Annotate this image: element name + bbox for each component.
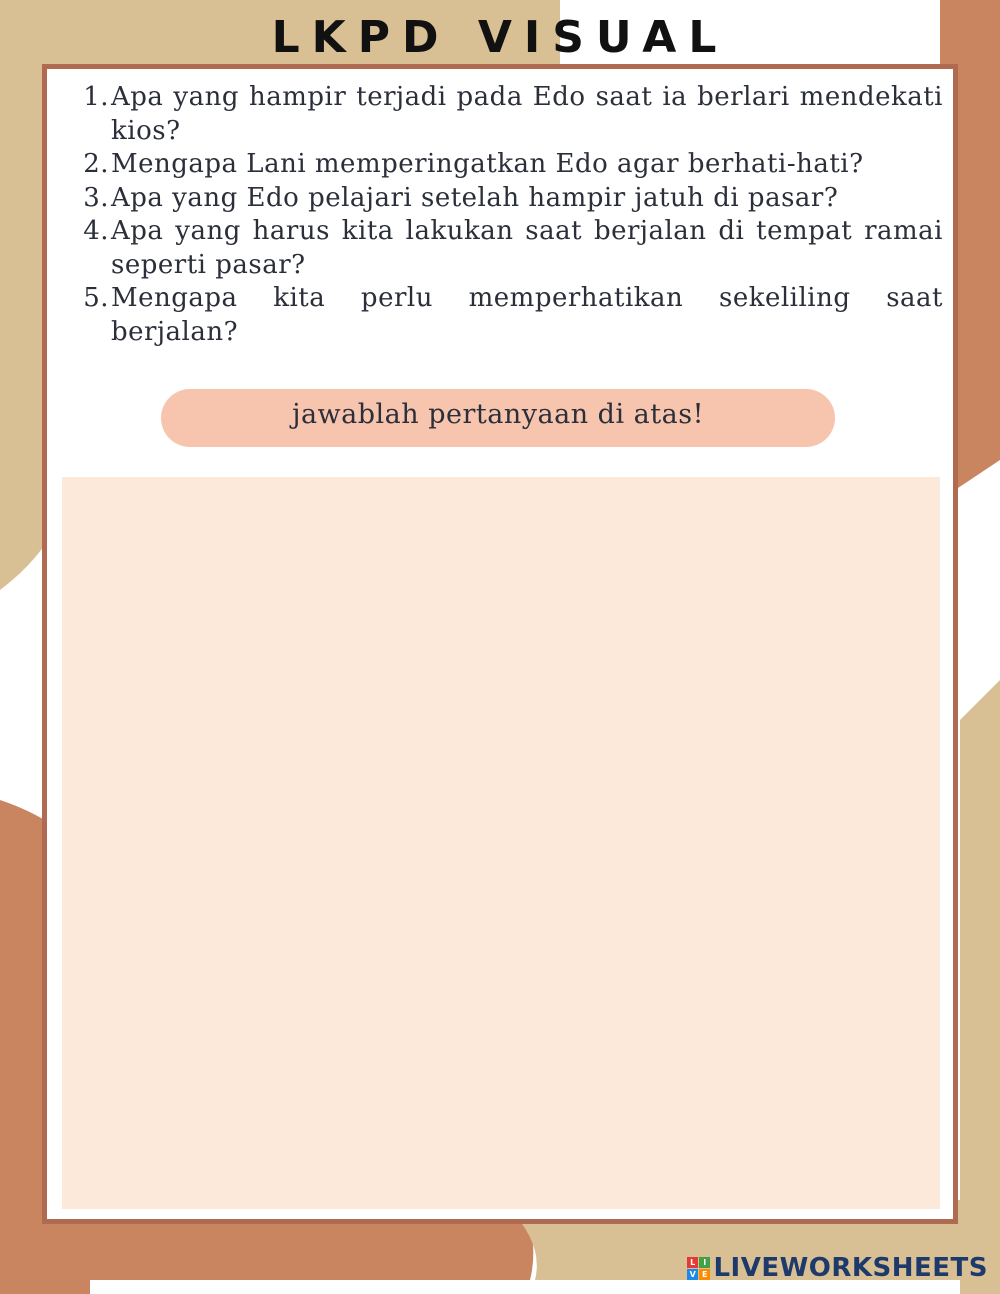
answer-area[interactable] [62, 477, 940, 1209]
question-text: Apa yang Edo pelajari setelah hampir jatuh di pasar? [111, 182, 839, 213]
question-number: 4. [83, 216, 109, 246]
question-text: Apa yang harus kita lakukan saat berjalan di tempat ramai seperti pasar? [111, 216, 943, 280]
question-number: 1. [83, 82, 109, 112]
logo-tile: V [687, 1269, 698, 1280]
question-item [75, 215, 943, 282]
logo-tile: I [699, 1257, 710, 1268]
question-number: 2. [83, 149, 109, 179]
worksheet-frame [42, 64, 958, 1224]
logo-tile: E [699, 1269, 710, 1280]
page-title: LKPD VISUAL [271, 12, 729, 63]
question-text: Mengapa kita perlu memperhatikan sekeliling saat berjalan? [111, 283, 943, 347]
question-item [75, 282, 943, 349]
question-text: Mengapa Lani memperingatkan Edo agar berhati-hati? [111, 149, 864, 179]
brand-logo[interactable] [687, 1252, 988, 1284]
brand-name: LIVEWORKSHEETS [713, 1253, 988, 1283]
instruction-banner: jawablah pertanyaan di atas! [161, 389, 835, 447]
question-number: 5. [83, 283, 109, 313]
question-item [75, 182, 943, 216]
question-list [75, 81, 943, 349]
question-number: 3. [83, 182, 109, 213]
question-item [75, 148, 943, 182]
question-text: Apa yang hampir terjadi pada Edo saat ia berlari mendekati kios? [111, 82, 943, 146]
liveworksheets-logo-icon [687, 1257, 710, 1280]
question-item [75, 81, 943, 148]
logo-tile: L [687, 1257, 698, 1268]
